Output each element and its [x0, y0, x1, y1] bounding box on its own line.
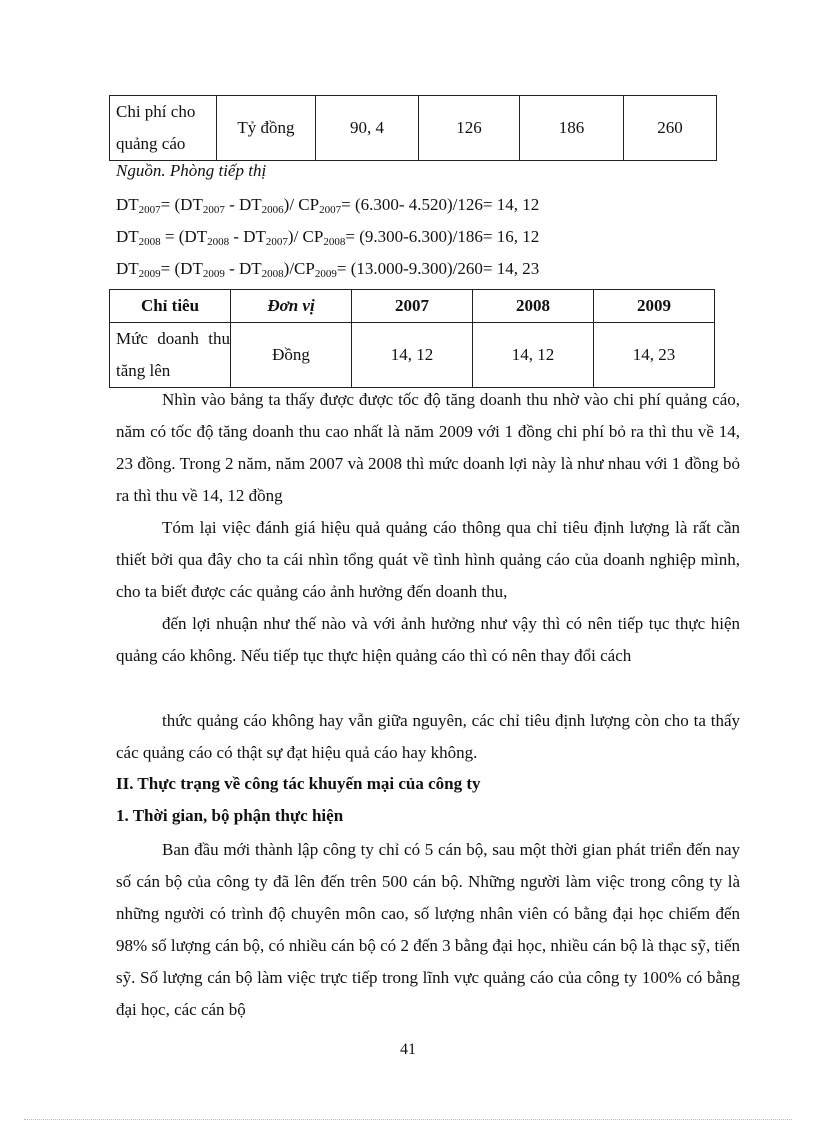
page-bottom-border — [24, 1119, 792, 1120]
header-cell: Đơn vị — [231, 290, 352, 323]
subsection-heading: 1. Thời gian, bộ phận thực hiện — [116, 806, 344, 825]
formula-2009: $DT_{2009}= (DT_{2009} - DT_{2008})/CP_{2009}= (13.000-9.300)/260= 14$, 23 — [116, 259, 540, 280]
table-cell: 260 — [624, 96, 717, 161]
table-cell: 186 — [520, 96, 624, 161]
formula-2007: $DT_{2007}= (DT_{2007} - DT_{2006})/$ $CP_{2007}= (6.300-$ 4.520)/126= 14, 12 — [116, 195, 540, 216]
table-cell: Đồng — [231, 323, 352, 388]
table-cell: Mức doanh thu tăng lên — [110, 323, 231, 388]
header-cell: 2007 — [352, 290, 473, 323]
formula-2008: $DT_{2008} = (DT_{2008} - DT_{2007})/$ $CP_{2008}= (9.300-6.300)/186= 16$, 12 — [116, 227, 540, 248]
header-cell: Chỉ tiêu — [110, 290, 231, 323]
paragraph: Nhìn vào bảng ta thấy được được tốc độ tăng doanh thu nhờ vào chi phí quảng cáo, năm có tốc độ tăng doanh thu cao nhất là năm 2009 với 1 đồng chi phí bỏ ra thì thu về 14, 23 đồng. Trong 2 năm, năm 2007 và 2008 thì mức doanh lợi này là như nhau với 1 đồng bỏ ra thì thu về 14, 12 đồng — [116, 390, 740, 505]
table-cell: 14, 12 — [473, 323, 594, 388]
advertising-cost-table — [109, 95, 717, 161]
header-cell: 2009 — [594, 290, 715, 323]
paragraph: Ban đầu mới thành lập công ty chỉ có 5 cán bộ, sau một thời gian phát triển đến nay số cán bộ của công ty đã lên đến trên 500 cán bộ. Những người làm việc trong công ty là những người có trình độ chuyên môn cao, số lượng nhân viên có bằng đại học chiếm đến 98% số lượng cán bộ, có nhiều cán bộ có 2 đến 3 bằng đại học, nhiều cán bộ là thạc sỹ, tiến sỹ. Số lượng cán bộ làm việc trực tiếp trong lĩnh vực quảng cáo của công ty 100% có bằng đại học, các cán bộ — [116, 840, 740, 1019]
paragraph: thức quảng cáo không hay vẫn giữa nguyên, các chỉ tiêu định lượng còn cho ta thấy các quảng cáo có thật sự đạt hiệu quả cáo hay không. — [116, 711, 740, 762]
table-row — [110, 96, 717, 161]
table-header-row — [110, 290, 715, 323]
table-row — [110, 323, 715, 388]
table-cell: 90, 4 — [316, 96, 419, 161]
table-cell: Chi phí cho quảng cáo — [110, 96, 217, 161]
table-cell: Tỷ đồng — [217, 96, 316, 161]
paragraph: đến lợi nhuận như thế nào và với ảnh hưởng như vậy thì có nên tiếp tục thực hiện quảng cáo không. Nếu tiếp tục thực hiện quảng cáo thì có nên thay đổi cách — [116, 614, 740, 665]
revenue-increase-table — [109, 289, 715, 388]
page-number: 41 — [400, 1041, 416, 1058]
paragraph: Tóm lại việc đánh giá hiệu quả quảng cáo thông qua chỉ tiêu định lượng là rất cần thiết bởi qua đây cho ta cái nhìn tổng quát về tình hình quảng cáo của doanh nghiệp mình, cho ta biết được các quảng cáo ảnh hưởng đến doanh thu, — [116, 518, 740, 601]
header-cell: 2008 — [473, 290, 594, 323]
table-cell: 14, 12 — [352, 323, 473, 388]
table-cell: 14, 23 — [594, 323, 715, 388]
source-note: Nguồn. Phòng tiếp thị — [116, 161, 267, 180]
table-cell: 126 — [419, 96, 520, 161]
section-heading: II. Thực trạng về công tác khuyến mại của công ty — [116, 774, 481, 793]
